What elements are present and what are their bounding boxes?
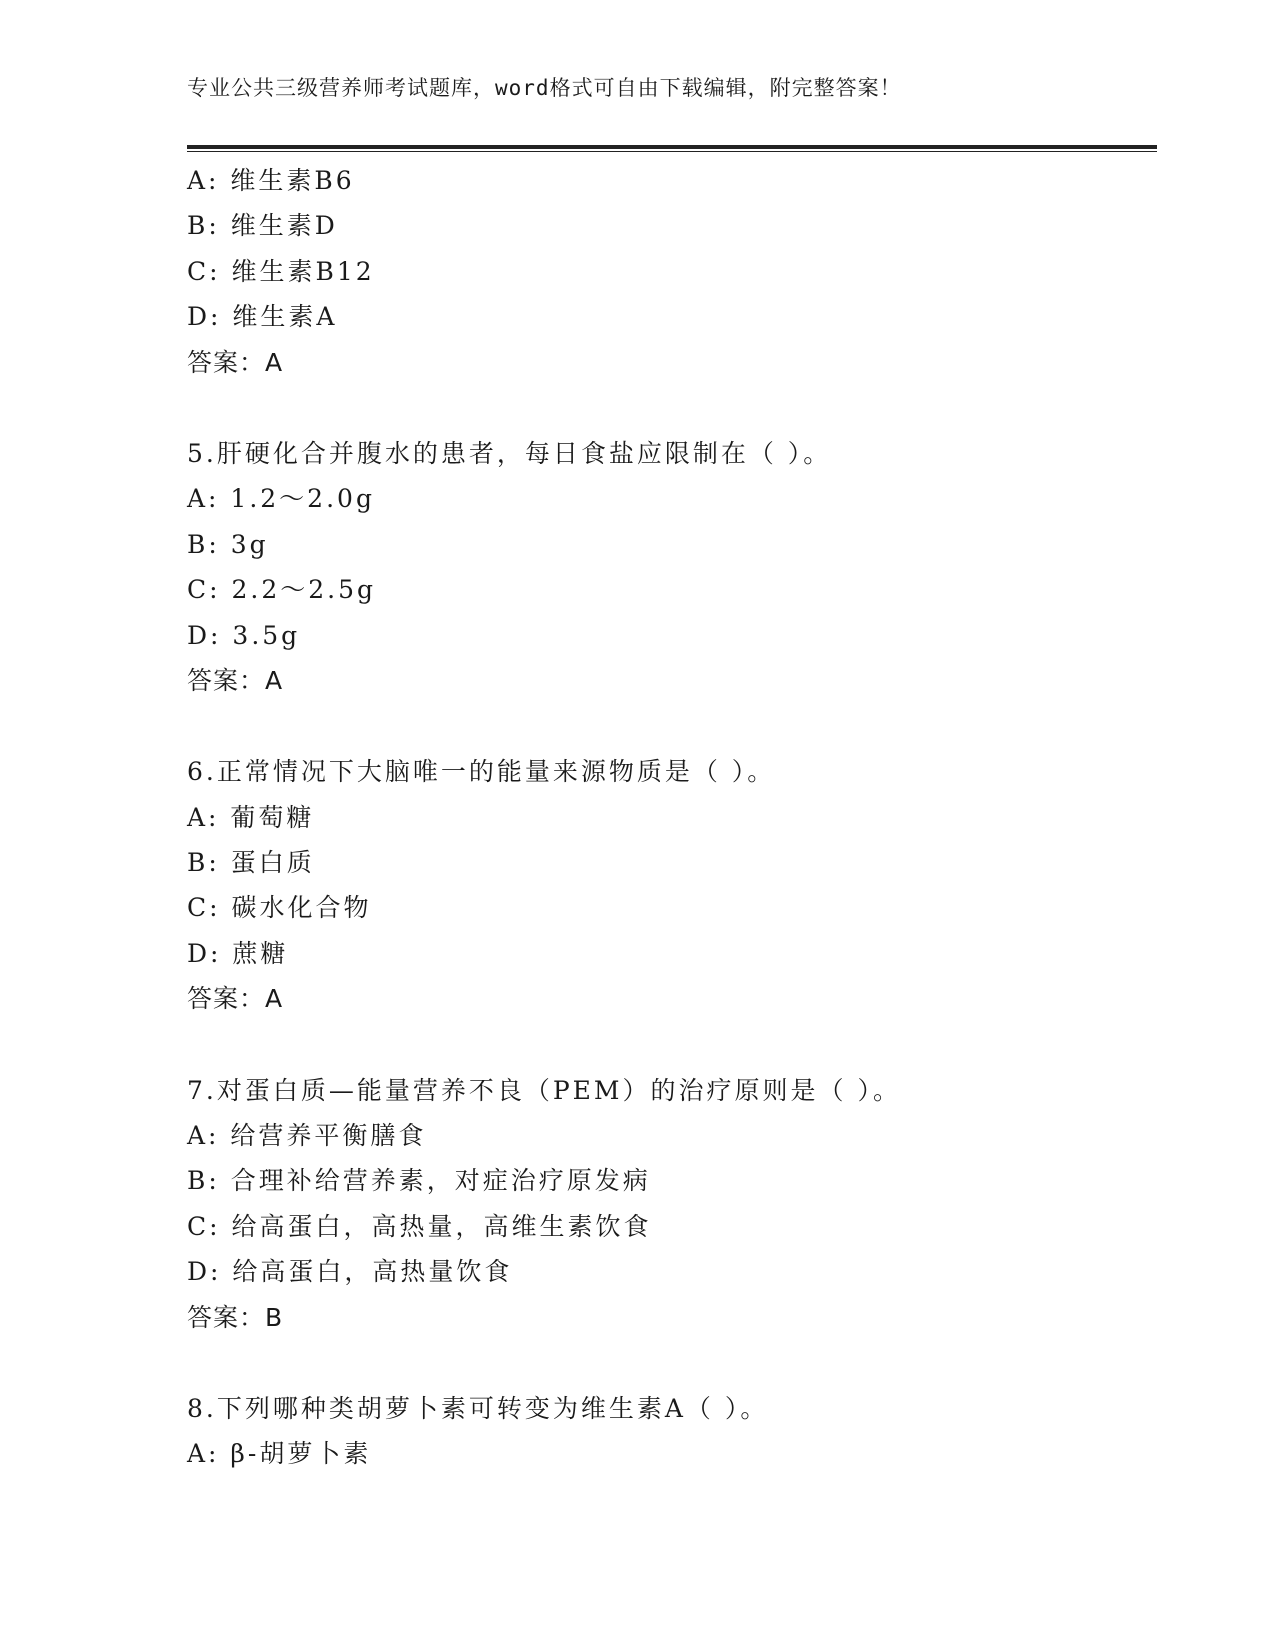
option-b: B: 3g — [187, 529, 269, 559]
question-content — [187, 158, 1167, 1477]
option-c: C: 2.2～2.5g — [187, 575, 377, 605]
spacer — [187, 1022, 1167, 1068]
option-a: A: β-胡萝卜素 — [187, 1439, 372, 1469]
answer: 答案：A — [187, 665, 284, 695]
header-rule-thick — [187, 145, 1157, 149]
option-b: B: 蛋白质 — [187, 848, 315, 878]
question-stem: 8.下列哪种类胡萝卜素可转变为维生素A（ ）。 — [187, 1393, 769, 1423]
option-c: C: 维生素B12 — [187, 256, 375, 286]
question-stem: 6.正常情况下大脑唯一的能量来源物质是（ ）。 — [187, 757, 776, 787]
option-d: D: 蔗糖 — [187, 938, 289, 968]
spacer — [187, 703, 1167, 749]
question-7 — [187, 1068, 1167, 1340]
header-rule-thin — [187, 151, 1157, 152]
question-stem: 7.对蛋白质—能量营养不良（PEM）的治疗原则是（ ）。 — [187, 1075, 901, 1105]
option-d: D: 维生素A — [187, 302, 338, 332]
page-header: 专业公共三级营养师考试题库，word格式可自由下载编辑，附完整答案！ — [187, 76, 902, 100]
answer: 答案：A — [187, 347, 284, 377]
option-b: B: 维生素D — [187, 211, 338, 241]
question-5 — [187, 431, 1167, 703]
option-b: B: 合理补给营养素，对症治疗原发病 — [187, 1166, 651, 1196]
spacer — [187, 1340, 1167, 1386]
question-stem: 5.肝硬化合并腹水的患者，每日食盐应限制在（ ）。 — [187, 438, 832, 468]
question-8 — [187, 1386, 1167, 1477]
option-d: D: 3.5g — [187, 620, 301, 650]
spacer — [187, 385, 1167, 431]
option-d: D: 给高蛋白，高热量饮食 — [187, 1257, 513, 1287]
option-c: C: 给高蛋白，高热量，高维生素饮食 — [187, 1211, 652, 1241]
answer: 答案：A — [187, 984, 284, 1014]
answer: 答案：B — [187, 1302, 284, 1332]
option-a: A: 葡萄糖 — [187, 802, 315, 832]
question-6 — [187, 749, 1167, 1021]
option-a: A: 维生素B6 — [187, 166, 355, 195]
option-a: A: 给营养平衡膳食 — [187, 1121, 427, 1151]
option-a: A: 1.2～2.0g — [187, 484, 375, 514]
question-4-tail — [187, 158, 1167, 385]
option-c: C: 碳水化合物 — [187, 893, 372, 923]
